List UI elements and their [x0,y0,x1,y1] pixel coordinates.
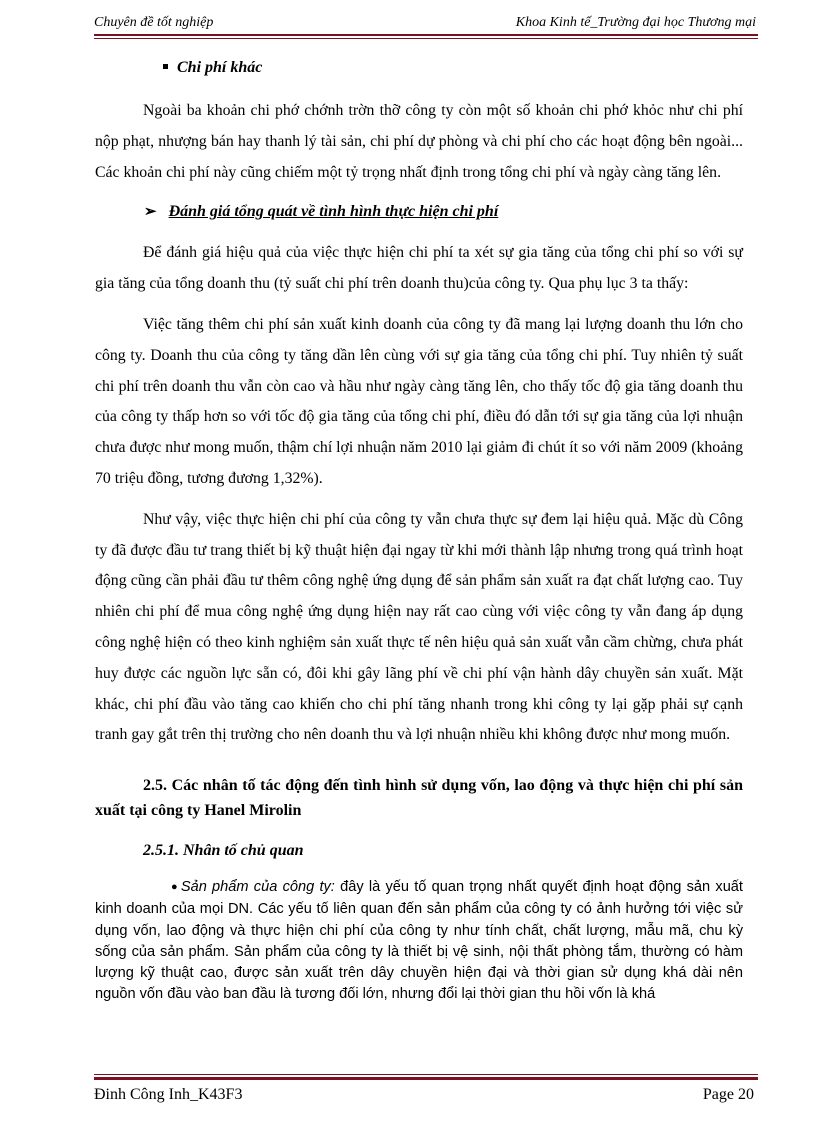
square-bullet-icon [163,64,168,69]
bullet-heading-text: Chi phí khác [177,59,263,76]
paragraph-cost-increase: Việc tăng thêm chi phí sản xuất kinh doanh của công ty đã mang lại lượng doanh thu lớn cho công ty. Doanh thu của công ty tăng dần lên cùng với sự gia tăng của tổng chi phí. Tuy nhiên tỷ suất chi phí trên doanh thu vẫn còn cao và hầu như ngày càng tăng lên, cho thấy tốc độ gia tăng doanh thu của công ty thấp hơn so với tốc độ gia tăng của tổng chi phí, điều đó dẫn tới sự gia tăng của lợi nhuận chưa được như mong muốn, thậm chí lợi nhuận năm 2010 lại giảm đi chút ít so với năm 2009 (khoảng 70 triệu đồng, tương đương 1,32%). [95,315,743,487]
arrow-heading [144,198,743,226]
header-left-text: Chuyên đề tốt nghiệp [94,15,214,30]
product-factor-lead: Sản phẩm của công ty: [180,879,335,896]
page-footer [94,1084,754,1106]
header-rule [94,34,758,39]
paragraph-evaluation-intro: Để đánh giá hiệu quả của việc thực hiện chi phí ta xét sự gia tăng của tổng chi phí so với sự gia tăng của tổng doanh thu (tỷ suất chi phí trên doanh thu)của công ty. Qua phụ lục 3 ta thấy: [95,244,743,293]
footer-rule [94,1074,758,1080]
section-heading: 2.5. Các nhân tố tác động đến tình hình sử dụng vốn, lao động và thực hiện chi phí sản xuất tại công ty Hanel Mirolin [95,777,743,820]
footer-author: Đinh Công Inh_K43F3 [94,1086,243,1103]
round-bullet-icon: ● [171,881,179,894]
subsection-heading: 2.5.1. Nhân tố chủ quan [143,842,304,860]
paragraph-other-costs: Ngoài ba khoản chi phớ chớnh trờn thỡ công ty còn một số khoản chi phớ khỏc như chi phí nộp phạt, nhượng bán hay thanh lý tài sản, chi phí dự phòng và chi phí cho các hoạt động bên ngoài... Các khoản chi phí này cũng chiếm một tỷ trọng nhất định trong tổng chi phí và ngày càng tăng lên. [95,102,743,181]
arrow-bullet-icon: ➢ [144,204,157,221]
header-right-text: Khoa Kinh tế_Trường đại học Thương mại [515,15,756,30]
arrow-heading-text: Đánh giá tổng quát về tình hình thực hiện chi phí [168,203,499,221]
bullet-heading [163,54,743,82]
product-factor-text: đây là yếu tố quan trọng nhất quyết định hoạt động sản xuất kinh doanh của mọi DN. Các yếu tố liên quan đến sản phẩm của công ty có ảnh hưởng tới việc sử dụng vốn, lao động và thực hiện chi phí của công ty như tính chất, chất lượng, mẫu mã, chu kỳ sống của sản phẩm. Sản phẩm của công ty là thiết bị vệ sinh, nội thất phòng tắm, thường có hàm lượng kỹ thuật cao, được sản xuất trên dây chuyền hiện đại và thời gian sử dụng khá dài nên nguồn vốn đầu vào ban đầu là tương đối lớn, nhưng đổi lại thời gian thu hồi vốn là khá [95,879,743,1003]
paragraph-product-factor [95,877,743,1005]
page-header [94,12,756,34]
page-body [95,54,743,1005]
page-number: Page 20 [702,1086,754,1103]
paragraph-efficiency: Như vậy, việc thực hiện chi phí của công ty vẫn chưa thực sự đem lại hiệu quả. Mặc dù Công ty đã được đầu tư trang thiết bị kỹ thuật hiện đại ngay từ khi mới thành lập nhưng trong quá trình hoạt động cũng cần phải đầu tư thêm công nghệ ứng dụng để sản phẩm sản xuất ra đạt chất lượng cao. Tuy nhiên chi phí để mua công nghệ ứng dụng hiện nay rất cao cùng với việc công ty vẫn đang áp dụng công nghệ hiện có theo kinh nghiệm sản xuất thực tế nên hiệu quả sản xuất vẫn cầm chừng, chưa phát huy được các nguồn lực sẵn có, đôi khi gây lãng phí về chi phí vận hành dây chuyền sản xuất. Mặt khác, chi phí đầu vào tăng cao khiến cho chi phí tăng nhanh trong khi công ty lại gặp phải sự cạnh tranh gay gắt trên thị trường cho nên doanh thu và lợi nhuận nhiều khi không được như mong muốn. [95,510,743,744]
